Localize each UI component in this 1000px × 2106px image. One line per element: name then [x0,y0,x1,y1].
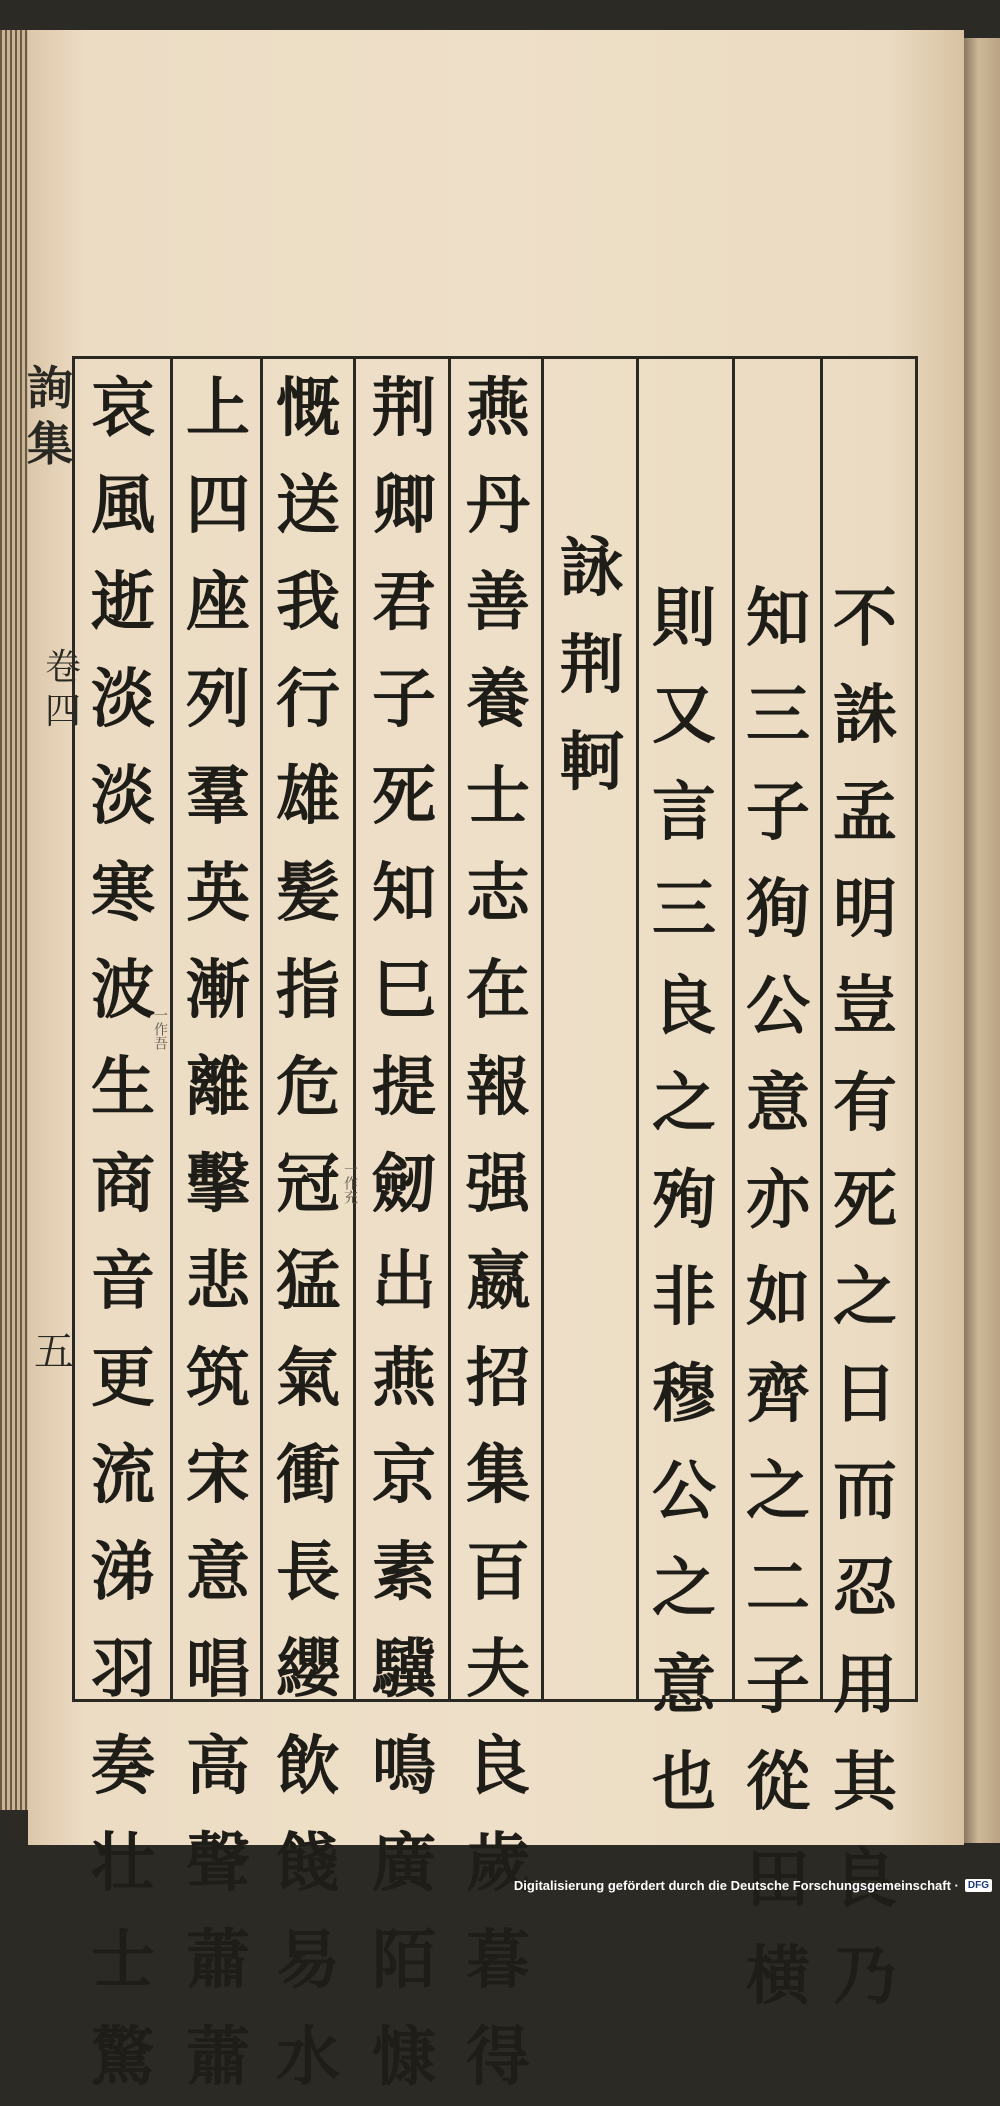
glyph: 燕 [372,1341,436,1416]
glyph: 餞 [276,1826,340,1901]
glyph: 横 [746,1939,810,2014]
glyph: 而 [833,1454,897,1529]
glyph: 奏 [91,1729,155,1804]
glyph: 意 [652,1648,716,1723]
glyph: 之 [652,1066,716,1141]
glyph: 蕭 [186,2020,250,2095]
glyph: 易 [276,1923,340,1998]
glyph: 流 [91,1438,155,1513]
text-column-5 [455,360,541,2106]
glyph: 四 [45,691,82,732]
glyph: 慨 [276,371,340,446]
interlinear-note: 一作充 [342,1162,358,1204]
text-column-9 [80,360,166,2106]
glyph: 不 [833,581,897,656]
page-edge [964,38,1000,1843]
glyph: 四 [186,468,250,543]
glyph: 飲 [276,1729,340,1804]
glyph: 漸 [186,953,250,1028]
glyph: 也 [652,1745,716,1820]
glyph: 出 [372,1244,436,1319]
column-rule [353,356,356,1699]
glyph: 士 [91,1923,155,1998]
glyph: 猛 [276,1244,340,1319]
glyph: 淡 [91,759,155,834]
glyph: 驥 [372,1632,436,1707]
glyph: 子 [746,1648,810,1723]
dfg-logo: DFG [965,1879,992,1892]
text-column-3 [641,570,727,1831]
glyph: 豈 [833,969,897,1044]
glyph: 蕭 [186,1923,250,1998]
glyph: 列 [186,662,250,737]
glyph: 歲 [466,1826,530,1901]
glyph: 報 [466,1050,530,1125]
glyph: 田 [746,1842,810,1917]
glyph: 死 [833,1163,897,1238]
glyph: 言 [652,775,716,850]
glyph: 軻 [560,725,624,800]
glyph: 宋 [186,1438,250,1513]
glyph: 非 [652,1260,716,1335]
glyph: 明 [833,872,897,947]
glyph: 君 [372,565,436,640]
glyph: 百 [466,1535,530,1610]
glyph: 哀 [91,371,155,446]
text-column-4 [549,520,635,811]
glyph: 羣 [186,759,250,834]
glyph: 良 [466,1729,530,1804]
glyph: 高 [186,1729,250,1804]
glyph: 商 [91,1147,155,1222]
glyph: 卿 [372,468,436,543]
glyph: 劒 [372,1147,436,1222]
glyph: 之 [833,1260,897,1335]
glyph: 子 [746,775,810,850]
glyph: 良 [833,1842,897,1917]
text-column-6 [361,360,447,2106]
glyph: 涕 [91,1535,155,1610]
glyph: 髪 [276,856,340,931]
glyph: 荆 [560,628,624,703]
glyph: 卷 [45,647,82,688]
glyph: 擊 [186,1147,250,1222]
glyph: 日 [833,1357,897,1432]
glyph: 京 [372,1438,436,1513]
glyph: 冠 [276,1147,340,1222]
column-rule [636,356,639,1699]
glyph: 士 [466,759,530,834]
glyph: 强 [466,1147,530,1222]
glyph: 逝 [91,565,155,640]
glyph: 子 [372,662,436,737]
glyph: 二 [746,1551,810,1626]
glyph: 夫 [466,1632,530,1707]
glyph: 上 [186,371,250,446]
glyph: 乃 [833,1939,897,2014]
column-rule [170,356,173,1699]
glyph: 座 [186,565,250,640]
glyph: 知 [746,581,810,656]
glyph: 善 [466,565,530,640]
glyph: 從 [746,1745,810,1820]
glyph: 之 [652,1551,716,1626]
glyph: 風 [91,468,155,543]
glyph: 殉 [652,1163,716,1238]
glyph: 氣 [276,1341,340,1416]
glyph: 如 [746,1260,810,1335]
glyph: 之 [746,1454,810,1529]
glyph: 忍 [833,1551,897,1626]
column-rule [448,356,451,1699]
glyph: 亦 [746,1163,810,1238]
glyph: 危 [276,1050,340,1125]
glyph: 送 [276,468,340,543]
column-rule [541,356,544,1699]
glyph: 意 [746,1066,810,1141]
glyph: 集 [27,417,73,471]
glyph: 養 [466,662,530,737]
glyph: 我 [276,565,340,640]
glyph: 雄 [276,759,340,834]
glyph: 三 [652,872,716,947]
glyph: 詠 [560,531,624,606]
glyph: 其 [833,1745,897,1820]
glyph: 齊 [746,1357,810,1432]
glyph: 更 [91,1341,155,1416]
glyph: 在 [466,953,530,1028]
glyph: 悲 [186,1244,250,1319]
glyph: 音 [91,1244,155,1319]
glyph: 志 [466,856,530,931]
glyph: 狥 [746,872,810,947]
digitization-footer [514,1874,992,1896]
glyph: 壮 [91,1826,155,1901]
glyph: 陌 [372,1923,436,1998]
book-title [27,360,73,472]
glyph: 長 [276,1535,340,1610]
glyph: 誅 [833,678,897,753]
glyph: 招 [466,1341,530,1416]
glyph: 孟 [833,775,897,850]
glyph: 寒 [91,856,155,931]
volume-label [46,646,80,734]
interlinear-note: 一作吾 [152,1008,168,1050]
text-column-8 [175,360,261,2106]
glyph: 鳴 [372,1729,436,1804]
glyph: 得 [466,2020,530,2095]
glyph: 穆 [652,1357,716,1432]
glyph: 嬴 [466,1244,530,1319]
glyph: 素 [372,1535,436,1610]
glyph: 廣 [372,1826,436,1901]
glyph: 唱 [186,1632,250,1707]
glyph: 三 [746,678,810,753]
book-spine [0,30,30,1810]
glyph: 荆 [372,371,436,446]
text-column-1 [822,570,908,2025]
glyph: 又 [652,678,716,753]
glyph: 集 [466,1438,530,1513]
text-column-2 [735,570,821,2025]
glyph: 波 [91,953,155,1028]
glyph: 水 [276,2020,340,2095]
glyph: 用 [833,1648,897,1723]
glyph: 英 [186,856,250,931]
glyph: 燕 [466,371,530,446]
glyph: 驚 [91,2020,155,2095]
glyph: 丹 [466,468,530,543]
glyph: 暮 [466,1923,530,1998]
glyph: 提 [372,1050,436,1125]
folio-number: 五 [34,1329,74,1375]
glyph: 衝 [276,1438,340,1513]
glyph: 聲 [186,1826,250,1901]
glyph: 慷 [372,2020,436,2095]
footer-text: Digitalisierung gefördert durch die Deutsche Forschungsgemeinschaft · [513,1877,959,1893]
glyph: 則 [652,581,716,656]
glyph: 公 [652,1454,716,1529]
glyph: 纓 [276,1632,340,1707]
glyph: 巳 [372,953,436,1028]
glyph: 良 [652,969,716,1044]
glyph: 淡 [91,662,155,737]
glyph: 離 [186,1050,250,1125]
glyph: 死 [372,759,436,834]
glyph: 行 [276,662,340,737]
glyph: 詢 [27,361,73,415]
glyph: 筑 [186,1341,250,1416]
glyph: 公 [746,969,810,1044]
text-column-7 [265,360,351,2106]
glyph: 生 [91,1050,155,1125]
glyph: 知 [372,856,436,931]
glyph: 有 [833,1066,897,1141]
glyph: 意 [186,1535,250,1610]
glyph: 羽 [91,1632,155,1707]
glyph: 指 [276,953,340,1028]
